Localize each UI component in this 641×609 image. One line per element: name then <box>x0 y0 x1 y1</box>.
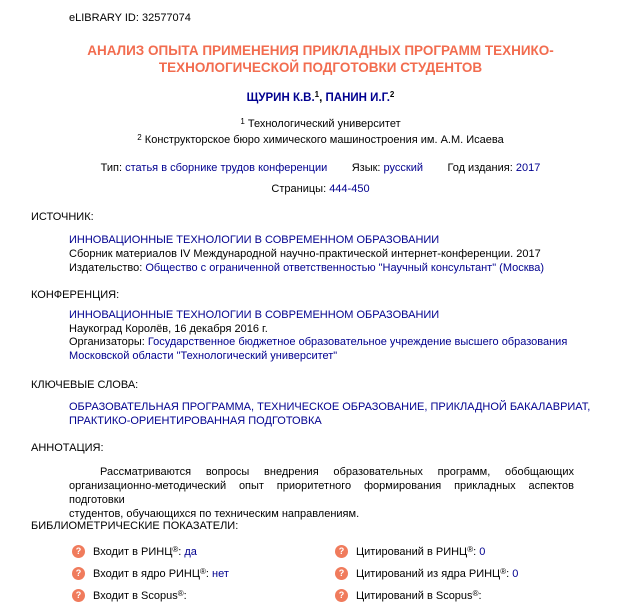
metric-rinc: ? Входит в РИНЦ ® : да <box>72 545 197 558</box>
help-icon[interactable]: ? <box>72 589 85 602</box>
affiliations <box>0 116 641 148</box>
pages: Страницы: 444-450 <box>271 183 370 195</box>
source-label: ИСТОЧНИК: <box>31 211 94 223</box>
elibrary-id: eLIBRARY ID: 32577074 <box>69 12 191 24</box>
metric-rinc-core: ? Входит в ядро РИНЦ ® : нет <box>72 567 229 580</box>
metric-rinc-core-citations: ? Цитирований из ядра РИНЦ ® : 0 <box>335 567 518 580</box>
affiliation: $^2$ Конструкторское бюро химического машиностроения им. А.М. Исаева <box>137 133 504 146</box>
conference-block: ИННОВАЦИОННЫЕ ТЕХНОЛОГИИ В СОВРЕМЕННОМ ОБРАЗОВАНИИ Наукоград Королёв, 16 декабря 2016 г. Организаторы: Государственное бюджетное образовательное учреждение высшего образования Московской области "Технологический университет" <box>69 309 568 362</box>
article-title: АНАЛИЗ ОПЫТА ПРИМЕНЕНИЯ ПРИКЛАДНЫХ ПРОГРАММ ТЕХНИКО- ТЕХНОЛОГИЧЕСКОЙ ПОДГОТОВКИ СТУДЕНТОВ <box>87 43 554 75</box>
annotation-text: Рассматриваются вопросы внедрения образовательных программ, обобщающих организационно-методический опыт приоритетного формирования прикладных аспектов подготовки студентов, обучающихся по техническим направлениям. <box>69 466 574 520</box>
metric-scopus-citations: ? Цитирований в Scopus ® : <box>335 589 482 602</box>
help-icon[interactable]: ? <box>335 545 348 558</box>
help-icon[interactable]: ? <box>335 567 348 580</box>
metric-rinc-citations: ? Цитирований в РИНЦ ® : 0 <box>335 545 485 558</box>
help-icon[interactable]: ? <box>72 567 85 580</box>
affiliation: $^1$ Технологический университет <box>240 117 401 130</box>
authors: ЩУРИН К.В.$^1$, ПАНИН И.Г.$^2$ <box>246 90 395 104</box>
conference-link[interactable]: ИННОВАЦИОННЫЕ ТЕХНОЛОГИИ В СОВРЕМЕННОМ ОБРАЗОВАНИИ <box>69 309 440 321</box>
keyword-link[interactable]: ПРАКТИКО-ОРИЕНТИРОВАННАЯ ПОДГОТОВКА <box>69 415 322 427</box>
organizer-link-cont[interactable]: Московской области "Технологический университет" <box>69 349 338 362</box>
keyword-link[interactable]: ОБРАЗОВАТЕЛЬНАЯ ПРОГРАММА, ТЕХНИЧЕСКОЕ ОБРАЗОВАНИЕ, ПРИКЛАДНОЙ БАКАЛАВРИАТ, <box>69 401 591 413</box>
help-icon[interactable]: ? <box>72 545 85 558</box>
source-link[interactable]: ИННОВАЦИОННЫЕ ТЕХНОЛОГИИ В СОВРЕМЕННОМ ОБРАЗОВАНИИ <box>69 234 440 246</box>
source-block: ИННОВАЦИОННЫЕ ТЕХНОЛОГИИ В СОВРЕМЕННОМ ОБРАЗОВАНИИ Сборник материалов IV Международной научно-практической интернет-конференции. 2017 Издательство: Общество с ограниченной ответственностью "Научный консультант" (Москва) <box>69 234 545 274</box>
help-icon[interactable]: ? <box>335 589 348 602</box>
metric-scopus: ? Входит в Scopus ® : <box>72 589 187 602</box>
organizer-link[interactable]: Государственное бюджетное образовательное учреждение высшего образования <box>147 336 568 348</box>
author-link[interactable]: ПАНИН И.Г. <box>325 92 390 104</box>
publisher-link[interactable]: Общество с ограниченной ответственностью "Научный консультант" (Москва) <box>145 262 545 274</box>
conference-label: КОНФЕРЕНЦИЯ: <box>31 289 120 301</box>
author-link[interactable]: ЩУРИН К.В. <box>246 92 315 104</box>
keywords-label: КЛЮЧЕВЫЕ СЛОВА: <box>31 379 139 391</box>
annotation-label: АННОТАЦИЯ: <box>31 442 104 454</box>
keywords-list <box>69 400 590 428</box>
biblio-label: БИБЛИОМЕТРИЧЕСКИЕ ПОКАЗАТЕЛИ: <box>31 520 239 532</box>
article-meta: Тип: статья в сборнике трудов конференции Язык: русский Год издания: 2017 <box>100 162 541 174</box>
